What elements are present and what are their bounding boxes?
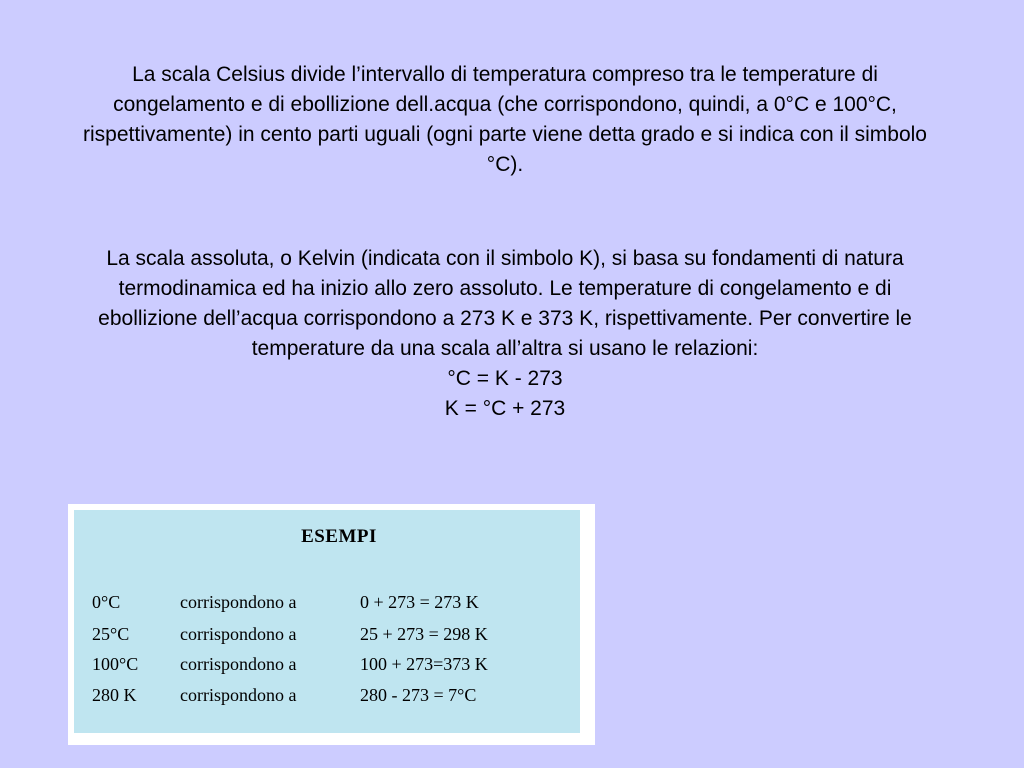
example-calc: 25 + 273 = 298 K xyxy=(360,624,488,644)
example-temp: 25°C xyxy=(92,624,130,644)
kelvin-text: La scala assoluta, o Kelvin (indicata con il simbolo K), si basa su fondamenti di natura termodinamica ed ha inizio allo zero assoluto. Le temperature di congelamento e di ebollizione dell’acqua corrispondono a 273 K e 373 K, rispettivamente. Per convertire le temperature da una scala all’altra si usano le relazioni: xyxy=(98,247,912,360)
examples-title: ESEMPI xyxy=(301,526,377,547)
example-verb: corrispondono a xyxy=(180,685,297,705)
example-temp: 100°C xyxy=(92,654,139,674)
example-verb: corrispondono a xyxy=(180,592,297,612)
celsius-paragraph xyxy=(80,60,930,180)
examples-image xyxy=(68,504,595,745)
kelvin-paragraph xyxy=(80,244,930,424)
example-temp: 0°C xyxy=(92,592,121,612)
example-verb: corrispondono a xyxy=(180,654,297,674)
examples-box xyxy=(74,510,580,733)
example-temp: 280 K xyxy=(92,685,137,705)
celsius-text: La scala Celsius divide l’intervallo di temperatura compreso tra le temperature di congelamento e di ebollizione dell.acqua (che corrispondono, quindi, a 0°C e 100°C, rispettivamente) in cento parti uguali (ogni parte viene detta grado e si indica con il simbolo °C). xyxy=(83,63,927,176)
formula-kelvin: K = °C + 273 xyxy=(444,397,566,420)
example-verb: corrispondono a xyxy=(180,624,297,644)
example-calc: 280 - 273 = 7°C xyxy=(360,685,477,705)
example-calc: 0 + 273 = 273 K xyxy=(360,592,479,612)
example-calc: 100 + 273=373 K xyxy=(360,654,488,674)
formula-celsius: °C = K - 273 xyxy=(447,367,563,390)
